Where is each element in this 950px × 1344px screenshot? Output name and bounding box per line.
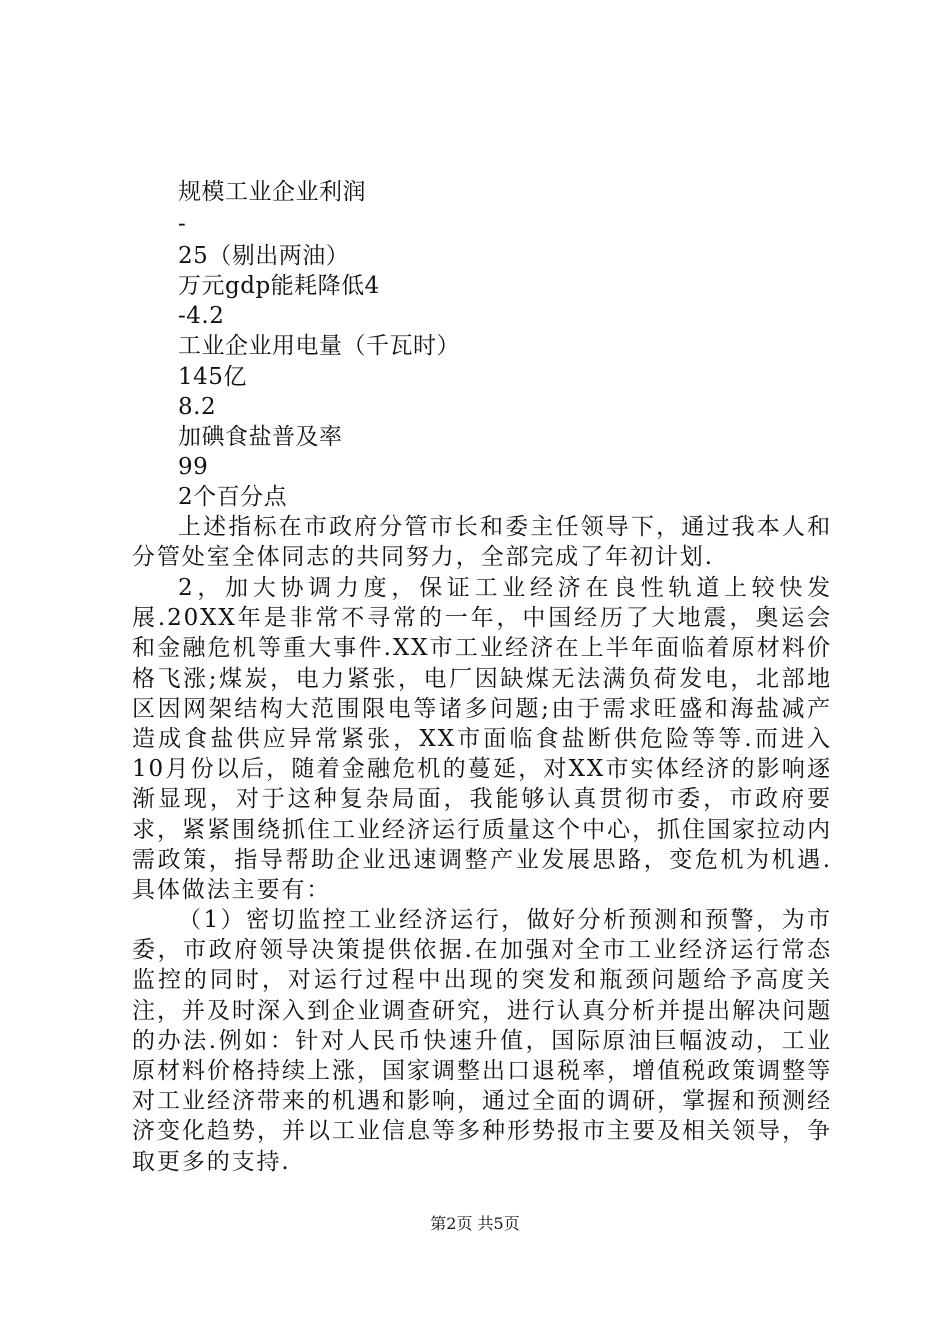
table-line: 25（剔出两油）	[178, 243, 350, 269]
table-line: 加碘食盐普及率	[178, 424, 343, 450]
page-number-footer: 第2页 共5页	[430, 1214, 520, 1233]
table-line: 2个百分点	[178, 484, 288, 510]
table-line: 145亿	[178, 364, 247, 390]
table-line: -	[178, 211, 187, 237]
table-line: 万元gdp能耗降低4	[178, 273, 380, 299]
paragraph-summary: 上述指标在市政府分管市长和委主任领导下，通过我本人和分管处室全体同志的共同努力，全部完成了年初计划.	[132, 514, 832, 571]
paragraph-monitoring: （1）密切监控工业经济运行，做好分析预测和预警，为市委，市政府领导决策提供依据.在加强对全市工业经济运行常态监控的同时，对运行过程中出现的突发和瓶颈问题给予高度关注，并及时深入到企业调查研究，进行认真分析并提出解决问题的办法.例如：针对人民币快速升值，国际原油巨幅波动，工业原材料价格持续上涨，国家调整出口退税率，增值税政策调整等对工业经济带来的机遇和影响，通过全面的调研，掌握和预测经济变化趋势，并以工业信息等多种形势报市主要及相关领导，争取更多的支持.	[132, 907, 832, 1175]
table-line: 规模工业企业利润	[178, 179, 366, 205]
table-line: 工业企业用电量（千瓦时）	[178, 333, 460, 359]
table-line: 8.2	[178, 394, 217, 420]
table-line: -4.2	[178, 303, 225, 329]
table-line: 99	[178, 454, 209, 480]
paragraph-coordination: 2，加大协调力度，保证工业经济在良性轨道上较快发展.20XX年是非常不寻常的一年，中国经历了大地震，奥运会和金融危机等重大事件.XX市工业经济在上半年面临着原材料价格飞涨;煤炭，电力紧张，电厂因缺煤无法满负荷发电，北部地区因网架结构大范围限电等诸多问题;由于需求旺盛和海盐减产造成食盐供应异常紧张，XX市面临食盐断供危险等等.而进入10月份以后，随着金融危机的蔓延，对XX市实体经济的影响逐渐显现，对于这种复杂局面，我能够认真贯彻市委，市政府要求，紧紧围绕抓住工业经济运行质量这个中心，抓住国家拉动内需政策，指导帮助企业迅速调整产业发展思路，变危机为机遇.具体做法主要有：	[132, 575, 832, 904]
